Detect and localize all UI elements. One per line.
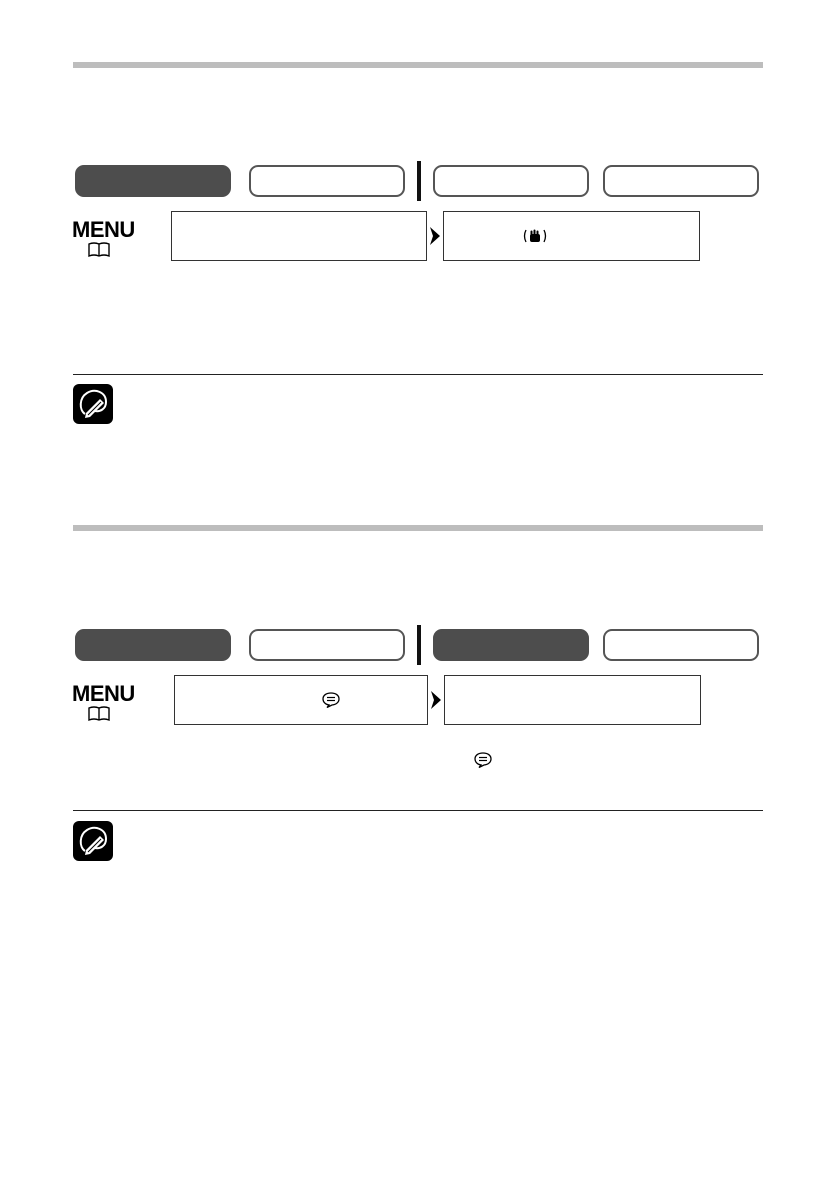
menu-step-1-box bbox=[174, 675, 428, 725]
image-stabilizer-hand-icon bbox=[523, 229, 547, 243]
mode-tab-3 bbox=[433, 629, 589, 661]
mode-tab-2 bbox=[249, 629, 405, 661]
menu-label: MENU bbox=[72, 217, 135, 242]
arrow-right-icon bbox=[429, 226, 441, 246]
book-icon bbox=[87, 706, 111, 722]
speech-bubble-icon bbox=[322, 692, 340, 708]
mode-tab-4 bbox=[603, 629, 759, 661]
menu-label: MENU bbox=[72, 681, 135, 706]
mode-tab-divider bbox=[417, 161, 421, 201]
arrow-right-icon bbox=[430, 690, 442, 710]
speech-bubble-icon bbox=[474, 752, 492, 768]
note-pencil-icon bbox=[73, 821, 113, 861]
mode-tab-1 bbox=[75, 165, 231, 197]
section-2-header-rule bbox=[73, 525, 763, 531]
mode-tab-2 bbox=[249, 165, 405, 197]
note-pencil-icon bbox=[73, 384, 113, 424]
notes-divider bbox=[73, 374, 763, 375]
mode-tab-divider bbox=[417, 625, 421, 665]
menu-step-2-box bbox=[443, 211, 700, 261]
mode-tab-3 bbox=[433, 165, 589, 197]
menu-step-2-box bbox=[444, 675, 701, 725]
notes-divider bbox=[73, 810, 763, 811]
section-1-header-rule bbox=[73, 62, 763, 68]
book-icon bbox=[87, 242, 111, 258]
mode-tab-4 bbox=[603, 165, 759, 197]
mode-tab-1 bbox=[75, 629, 231, 661]
menu-step-1-box bbox=[171, 211, 427, 261]
